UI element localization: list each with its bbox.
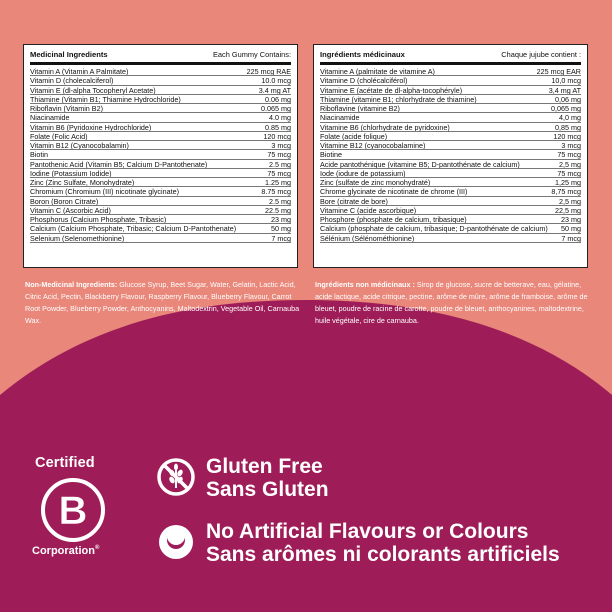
table-row (320, 67, 581, 76)
certified-label: Certified (35, 455, 95, 471)
non-medicinal-text: Glucose Syrup, Beet Sugar, Water, Gelatin, Lactic Acid, Citric Acid, Pectin, Blackberry Flavour, Raspberry Flavour, Blueberry Flavour, Carrot Root Powder, Blueberry Powder, Anthocyanins, Maltodextrin, Vegetable Oil, Carnauba Wax. (25, 280, 300, 325)
circle-smile-icon (156, 522, 196, 562)
table-row (30, 169, 291, 178)
ingredient-name: Biotine (320, 150, 342, 160)
non-medicinal-text: Sirop de glucose, sucre de betterave, eau, gélatine, acide lactique, acide citrique, pectine, arôme de mûre, arôme de framboise, arôme de bleuet, poudre de racine de carotte, poudre de bleuet, anthocyanines, maltodextrine, huile végétale, cire de carnauba. (315, 280, 588, 325)
no-wheat-icon (156, 457, 196, 497)
ingredient-amount: 23 mg (561, 215, 581, 224)
ingredient-name: Calcium (Calcium Phosphate, Tribasic; Calcium D-Pantothenate) (30, 224, 237, 234)
table-row (30, 160, 291, 169)
no-artificial-fr: Sans arômes ni colorants artificiels (206, 543, 560, 566)
ingredient-name: Niacinamide (30, 113, 70, 123)
ingredient-name: Chrome glycinate de nicotinate de chrome (III) (320, 187, 468, 197)
ingredient-name: Vitamine B12 (cyanocobalamine) (320, 141, 426, 150)
ingredient-amount: 75 mcg (267, 150, 291, 160)
ingredient-amount: 0,06 mg (555, 94, 581, 104)
table-row (320, 234, 581, 243)
ingredient-name: Boron (Boron Citrate) (30, 196, 99, 206)
ingredient-name: Biotin (30, 150, 48, 160)
ingredient-name: Iode (iodure de potassium) (320, 168, 406, 178)
table-row (30, 76, 291, 85)
ingredient-name: Folate (Folic Acid) (30, 131, 88, 141)
ingredient-amount: 3.4 mg AT (258, 85, 291, 95)
gluten-free-fr: Sans Gluten (206, 478, 329, 501)
ingredient-amount: 4.0 mg (269, 113, 291, 123)
medicinal-ingredients-table-fr (313, 44, 588, 268)
ingredient-amount: 3 mcg (271, 141, 291, 150)
no-artificial-en: No Artificial Flavours or Colours (206, 520, 529, 543)
ingredient-name: Vitamin E (dl-alpha Tocopheryl Acetate) (30, 85, 156, 95)
gluten-free-en: Gluten Free (206, 455, 323, 478)
table-row (30, 224, 291, 233)
ingredient-name: Vitamine C (acide ascorbique) (320, 205, 417, 215)
ingredient-amount: 0.85 mg (265, 122, 291, 132)
table-row (30, 178, 291, 187)
table-row (320, 141, 581, 150)
ingredient-amount: 0,85 mg (555, 122, 581, 132)
ingredient-amount: 2,5 mg (559, 196, 581, 206)
corporation-label: Corporation® (32, 545, 100, 557)
table-row (30, 113, 291, 122)
table-row (30, 206, 291, 215)
ingredient-amount: 75 mcg (557, 150, 581, 160)
ingredient-amount: 10.0 mcg (261, 76, 291, 86)
ingredient-name: Vitamin B12 (Cyanocobalamin) (30, 141, 129, 150)
ingredient-amount: 1.25 mg (265, 178, 291, 187)
ingredient-amount: 2,5 mg (559, 159, 581, 169)
ingredient-name: Vitamin B6 (Pyridoxine Hydrochloride) (30, 122, 152, 132)
table-row (320, 197, 581, 206)
table-row (30, 197, 291, 206)
table-row (320, 215, 581, 224)
table-row (30, 234, 291, 243)
ingredient-amount: 75 mcg (267, 168, 291, 178)
ingredient-amount: 10,0 mcg (551, 76, 581, 86)
b-corp-logo (40, 477, 106, 543)
ingredient-amount: 22,5 mg (555, 205, 581, 215)
ingredient-name: Folate (acide folique) (320, 131, 388, 141)
table-row (30, 141, 291, 150)
table-row (320, 76, 581, 85)
ingredient-amount: 50 mg (561, 224, 581, 234)
ingredient-name: Phosphorus (Calcium Phosphate, Tribasic) (30, 215, 167, 224)
ingredient-amount: 7 mcg (271, 233, 291, 243)
table-row (320, 150, 581, 159)
ingredient-amount: 0,065 mg (551, 104, 581, 113)
ingredient-amount: 0.065 mg (261, 104, 291, 113)
table-row (320, 169, 581, 178)
table-row (30, 86, 291, 95)
non-medicinal-ingredients-en (25, 279, 300, 327)
ingredient-name: Selenium (Selenomethionine) (30, 233, 125, 243)
ingredient-name: Vitamin D (cholecalciferol) (30, 76, 114, 86)
ingredient-amount: 225 mcg EAR (536, 67, 581, 76)
table-subtitle: Chaque jujube contient : (501, 50, 581, 59)
ingredient-amount: 120 mcg (553, 131, 581, 141)
table-row (30, 104, 291, 113)
ingredient-name: Zinc (Zinc Sulfate, Monohydrate) (30, 178, 135, 187)
ingredient-name: Vitamine A (palmitate de vitamine A) (320, 67, 435, 76)
ingredient-amount: 3 mcg (561, 141, 581, 150)
table-row (30, 187, 291, 196)
ingredient-name: Thiamine (vitamine B1; chlorhydrate de thiamine) (320, 94, 477, 104)
ingredient-amount: 2.5 mg (269, 159, 291, 169)
table-row (30, 215, 291, 224)
table-header (320, 50, 581, 65)
ingredient-amount: 4,0 mg (559, 113, 581, 123)
ingredient-name: Vitamine D (cholécalciférol) (320, 76, 408, 86)
ingredient-name: Zinc (sulfate de zinc monohydraté) (320, 178, 431, 187)
table-row (320, 178, 581, 187)
ingredient-amount: 23 mg (271, 215, 291, 224)
registered-mark: ® (94, 545, 100, 551)
b-logo-letter: B (58, 489, 88, 533)
ingredient-name: Bore (citrate de bore) (320, 196, 388, 206)
ingredient-rows (30, 67, 291, 243)
ingredient-name: Vitamin C (Ascorbic Acid) (30, 205, 111, 215)
ingredient-name: Thiamine (Vitamin B1; Thiamine Hydrochloride) (30, 94, 181, 104)
ingredient-name: Vitamine B6 (chlorhydrate de pyridoxine) (320, 122, 450, 132)
ingredient-name: Riboflavine (vitamine B2) (320, 104, 400, 113)
table-row (320, 224, 581, 233)
ingredient-amount: 8.75 mcg (261, 187, 291, 197)
ingredient-name: Niacinamide (320, 113, 360, 123)
ingredient-name: Phosphore (phosphate de calcium, tribasique) (320, 215, 467, 224)
table-header (30, 50, 291, 65)
table-row (320, 113, 581, 122)
table-row (30, 95, 291, 104)
table-title: Medicinal Ingredients (30, 50, 108, 59)
ingredient-amount: 7 mcg (561, 233, 581, 243)
table-row (30, 150, 291, 159)
ingredient-amount: 3,4 mg AT (548, 85, 581, 95)
ingredient-name: Vitamin A (Vitamin A Palmitate) (30, 67, 129, 76)
ingredient-amount: 120 mcg (263, 131, 291, 141)
table-row (320, 86, 581, 95)
table-row (30, 132, 291, 141)
table-row (320, 160, 581, 169)
ingredient-amount: 0.06 mg (265, 94, 291, 104)
ingredient-amount: 8,75 mcg (551, 187, 581, 197)
ingredient-name: Acide pantothénique (vitamine B5; D-pantothénate de calcium) (320, 159, 520, 169)
ingredient-amount: 50 mg (271, 224, 291, 234)
ingredient-name: Iodine (Potassium Iodide) (30, 168, 112, 178)
ingredient-amount: 22.5 mg (265, 205, 291, 215)
table-row (320, 187, 581, 196)
ingredient-rows (320, 67, 581, 243)
b-corp-badge (32, 455, 132, 565)
ingredient-name: Calcium (phosphate de calcium, tribasique; D-pantothénate de calcium) (320, 224, 548, 234)
medicinal-ingredients-table-en (23, 44, 298, 268)
table-row (320, 123, 581, 132)
ingredient-name: Riboflavin (Vitamin B2) (30, 104, 103, 113)
table-subtitle: Each Gummy Contains: (212, 50, 291, 59)
ingredient-amount: 2.5 mg (269, 196, 291, 206)
table-row (30, 123, 291, 132)
ingredient-amount: 1,25 mg (555, 178, 581, 187)
table-title: Ingrédients médicinaux (320, 50, 405, 59)
table-row (320, 206, 581, 215)
table-row (320, 95, 581, 104)
table-row (30, 67, 291, 76)
non-medicinal-label: Ingrédients non médicinaux : (315, 280, 415, 289)
non-medicinal-ingredients-fr (315, 279, 590, 327)
ingredient-name: Sélénium (Sélénométhionine) (320, 233, 415, 243)
ingredient-name: Chromium (Chromium (III) nicotinate glycinate) (30, 187, 179, 197)
ingredient-amount: 225 mcg RAE (246, 67, 291, 76)
ingredient-amount: 75 mcg (557, 168, 581, 178)
table-row (320, 132, 581, 141)
ingredient-name: Pantothenic Acid (Vitamin B5; Calcium D-Pantothenate) (30, 159, 208, 169)
non-medicinal-label: Non-Medicinal Ingredients: (25, 280, 118, 289)
table-row (320, 104, 581, 113)
ingredient-name: Vitamine E (acétate de dl-alpha-tocophéryle) (320, 85, 463, 95)
